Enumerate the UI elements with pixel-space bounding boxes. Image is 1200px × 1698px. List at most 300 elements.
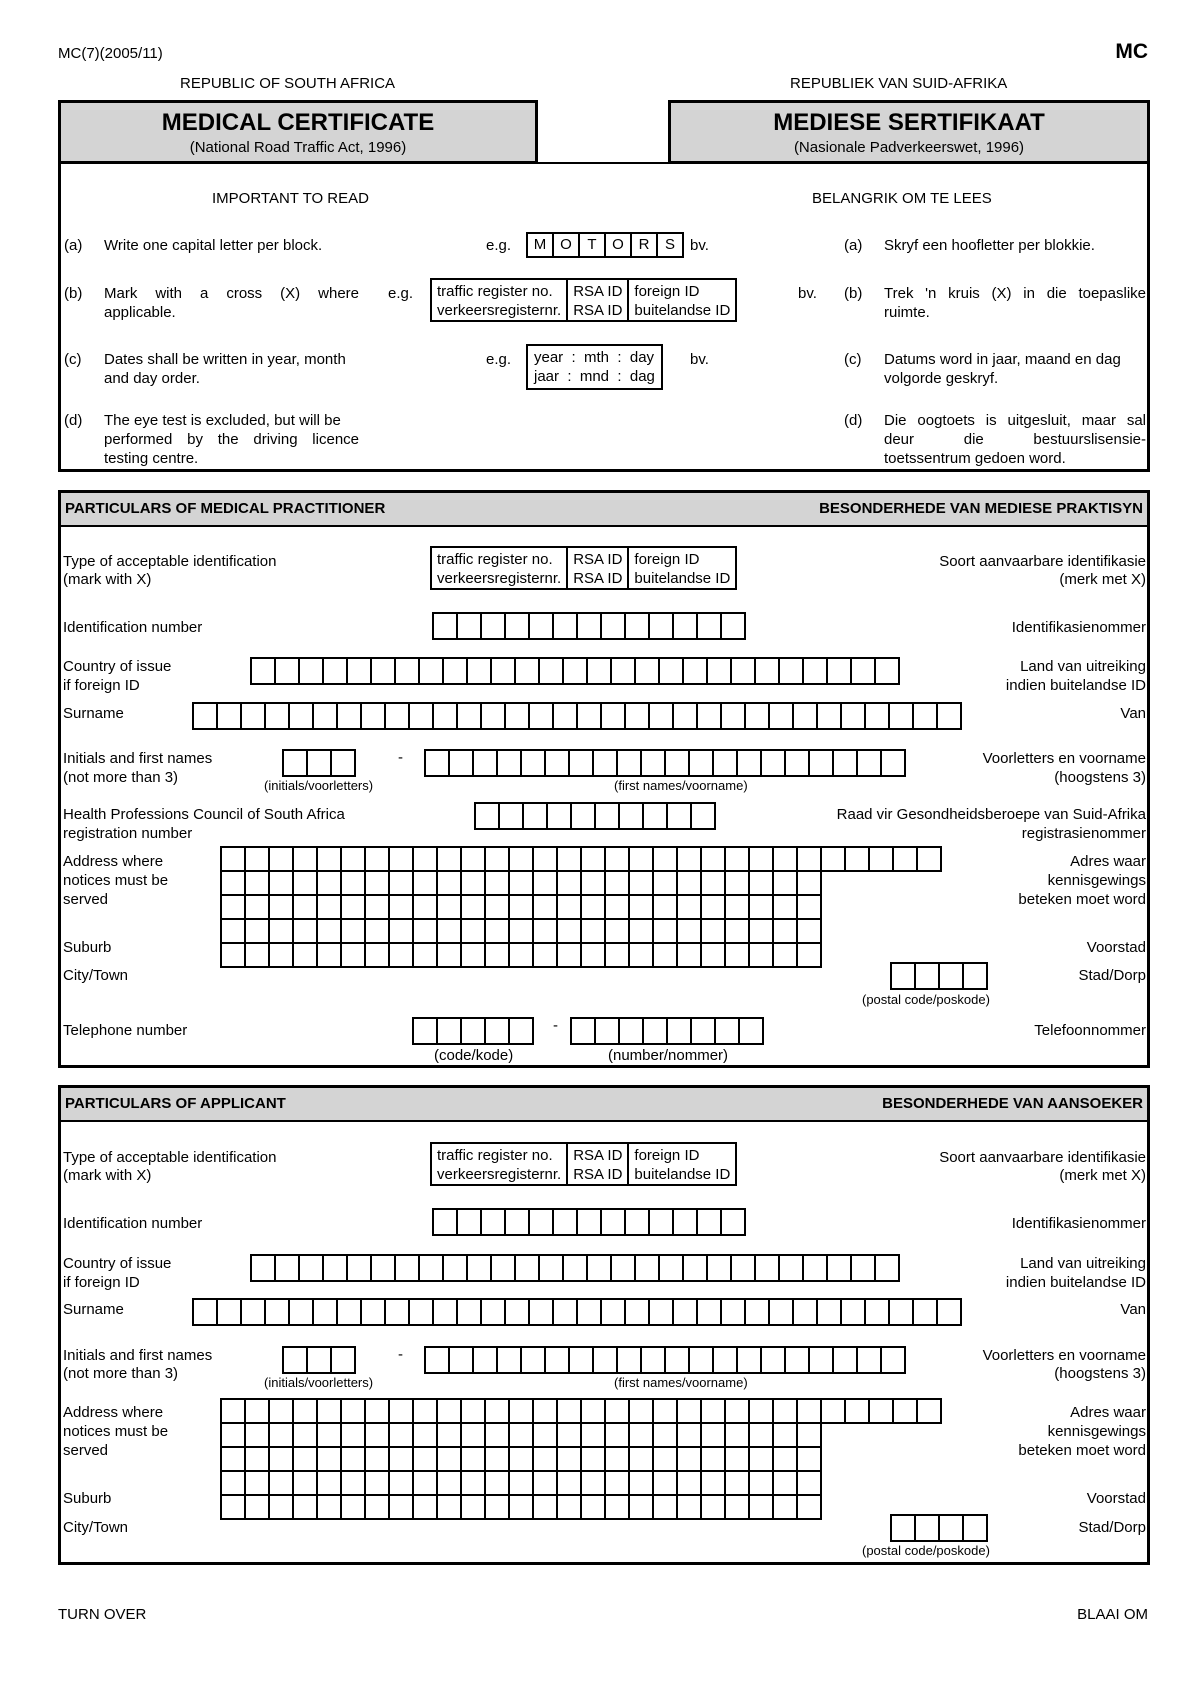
char-block[interactable]: [582, 848, 606, 872]
char-block[interactable]: [654, 1472, 678, 1496]
char-block[interactable]: [786, 751, 810, 775]
char-block[interactable]: [846, 848, 870, 872]
char-block[interactable]: [540, 659, 564, 683]
char-block[interactable]: [602, 614, 626, 638]
char-block[interactable]: [852, 1256, 876, 1280]
char-block[interactable]: [620, 804, 644, 828]
char-block[interactable]: [570, 1348, 594, 1372]
char-block[interactable]: [318, 1472, 342, 1496]
char-block[interactable]: [738, 1348, 762, 1372]
char-block[interactable]: [462, 1472, 486, 1496]
char-block[interactable]: [674, 614, 698, 638]
char-block[interactable]: [530, 1210, 554, 1234]
char-block[interactable]: [726, 1424, 750, 1448]
char-block[interactable]: [366, 944, 390, 968]
char-block[interactable]: [594, 1348, 618, 1372]
char-block[interactable]: [294, 848, 318, 872]
char-block[interactable]: [582, 1472, 606, 1496]
address-line[interactable]: [222, 1472, 942, 1496]
char-block[interactable]: [486, 848, 510, 872]
char-block[interactable]: [582, 1448, 606, 1472]
char-block[interactable]: [546, 1348, 570, 1372]
char-block[interactable]: [462, 1448, 486, 1472]
char-block[interactable]: [654, 944, 678, 968]
char-block[interactable]: [698, 614, 722, 638]
char-block[interactable]: [630, 848, 654, 872]
char-block[interactable]: [438, 896, 462, 920]
applicant-id-type-selector[interactable]: [430, 1142, 737, 1186]
char-block[interactable]: [530, 704, 554, 728]
char-block[interactable]: [510, 1424, 534, 1448]
char-block[interactable]: [882, 1348, 906, 1372]
char-block[interactable]: [468, 1256, 492, 1280]
char-block[interactable]: [390, 920, 414, 944]
char-block[interactable]: [666, 1348, 690, 1372]
char-block[interactable]: [684, 1256, 708, 1280]
char-block[interactable]: [642, 1348, 666, 1372]
char-block[interactable]: [342, 1448, 366, 1472]
char-block[interactable]: [786, 1348, 810, 1372]
char-block[interactable]: [458, 1300, 482, 1324]
char-block[interactable]: [726, 920, 750, 944]
char-block[interactable]: [644, 1019, 668, 1043]
char-block[interactable]: [774, 944, 798, 968]
char-block[interactable]: [606, 896, 630, 920]
char-block[interactable]: [332, 1348, 356, 1372]
char-block[interactable]: [474, 751, 498, 775]
char-block[interactable]: [462, 1400, 486, 1424]
char-block[interactable]: [246, 848, 270, 872]
char-block[interactable]: [804, 1256, 828, 1280]
char-block[interactable]: [362, 1300, 386, 1324]
char-block[interactable]: [434, 614, 458, 638]
char-block[interactable]: [690, 751, 714, 775]
char-block[interactable]: [726, 848, 750, 872]
char-block[interactable]: [870, 1400, 894, 1424]
char-block[interactable]: [834, 751, 858, 775]
char-block[interactable]: [626, 1300, 650, 1324]
char-block[interactable]: [500, 804, 524, 828]
char-block[interactable]: [300, 659, 324, 683]
char-block[interactable]: [410, 704, 434, 728]
char-block[interactable]: [756, 659, 780, 683]
char-block[interactable]: [342, 1424, 366, 1448]
applicant-first-names-input[interactable]: [424, 1346, 906, 1374]
char-block[interactable]: [366, 896, 390, 920]
char-block[interactable]: [702, 896, 726, 920]
char-block[interactable]: [486, 872, 510, 896]
char-block[interactable]: [678, 920, 702, 944]
char-block[interactable]: [294, 944, 318, 968]
char-block[interactable]: [522, 751, 546, 775]
char-block[interactable]: [618, 1348, 642, 1372]
char-block[interactable]: [684, 659, 708, 683]
char-block[interactable]: [940, 964, 964, 988]
char-block[interactable]: [294, 1424, 318, 1448]
char-block[interactable]: [726, 1472, 750, 1496]
char-block[interactable]: [266, 704, 290, 728]
char-block[interactable]: [636, 659, 660, 683]
id-type-rsa-option[interactable]: [568, 548, 629, 588]
char-block[interactable]: [534, 1448, 558, 1472]
char-block[interactable]: [668, 804, 692, 828]
address-line[interactable]: [222, 896, 942, 920]
char-block[interactable]: [414, 1019, 438, 1043]
char-block[interactable]: [498, 1348, 522, 1372]
char-block[interactable]: [726, 1496, 750, 1520]
char-block[interactable]: [284, 1348, 308, 1372]
char-block[interactable]: [750, 1400, 774, 1424]
char-block[interactable]: [554, 1210, 578, 1234]
char-block[interactable]: [626, 704, 650, 728]
char-block[interactable]: [774, 848, 798, 872]
char-block[interactable]: [606, 1400, 630, 1424]
char-block[interactable]: [458, 614, 482, 638]
char-block[interactable]: [222, 872, 246, 896]
char-block[interactable]: [654, 872, 678, 896]
char-block[interactable]: [620, 1019, 644, 1043]
char-block[interactable]: [666, 751, 690, 775]
char-block[interactable]: [702, 1496, 726, 1520]
char-block[interactable]: [474, 1348, 498, 1372]
char-block[interactable]: [606, 1424, 630, 1448]
char-block[interactable]: [308, 1348, 332, 1372]
char-block[interactable]: [846, 1400, 870, 1424]
char-block[interactable]: [386, 704, 410, 728]
char-block[interactable]: [438, 872, 462, 896]
char-block[interactable]: [342, 1496, 366, 1520]
char-block[interactable]: [582, 920, 606, 944]
char-block[interactable]: [246, 1472, 270, 1496]
char-block[interactable]: [534, 1424, 558, 1448]
char-block[interactable]: [750, 920, 774, 944]
char-block[interactable]: [516, 659, 540, 683]
char-block[interactable]: [458, 1210, 482, 1234]
char-block[interactable]: [222, 1472, 246, 1496]
char-block[interactable]: [798, 944, 822, 968]
char-block[interactable]: [582, 872, 606, 896]
practitioner-postal-code-input[interactable]: [890, 962, 988, 990]
char-block[interactable]: [438, 1496, 462, 1520]
char-block[interactable]: [588, 1256, 612, 1280]
char-block[interactable]: [242, 1300, 266, 1324]
char-block[interactable]: [606, 1472, 630, 1496]
char-block[interactable]: [798, 1424, 822, 1448]
char-block[interactable]: [414, 1400, 438, 1424]
char-block[interactable]: [678, 1448, 702, 1472]
char-block[interactable]: [324, 1256, 348, 1280]
char-block[interactable]: [510, 1448, 534, 1472]
char-block[interactable]: [444, 1256, 468, 1280]
char-block[interactable]: [890, 704, 914, 728]
char-block[interactable]: [738, 751, 762, 775]
char-block[interactable]: [774, 1496, 798, 1520]
char-block[interactable]: [486, 1448, 510, 1472]
char-block[interactable]: [438, 1472, 462, 1496]
char-block[interactable]: [222, 920, 246, 944]
address-line[interactable]: [222, 848, 942, 872]
char-block[interactable]: [218, 704, 242, 728]
char-block[interactable]: [362, 704, 386, 728]
char-block[interactable]: [486, 896, 510, 920]
char-block[interactable]: [726, 872, 750, 896]
char-block[interactable]: [222, 1448, 246, 1472]
char-block[interactable]: [722, 704, 746, 728]
id-type-foreign-option[interactable]: [629, 548, 735, 588]
char-block[interactable]: [770, 704, 794, 728]
char-block[interactable]: [858, 751, 882, 775]
char-block[interactable]: [678, 1496, 702, 1520]
char-block[interactable]: [390, 1400, 414, 1424]
char-block[interactable]: [348, 659, 372, 683]
address-line[interactable]: [222, 1400, 942, 1424]
char-block[interactable]: [698, 1300, 722, 1324]
char-block[interactable]: [390, 1472, 414, 1496]
char-block[interactable]: [414, 896, 438, 920]
char-block[interactable]: [866, 1300, 890, 1324]
char-block[interactable]: [630, 872, 654, 896]
char-block[interactable]: [524, 804, 548, 828]
char-block[interactable]: [794, 1300, 818, 1324]
char-block[interactable]: [774, 872, 798, 896]
phone-code-input[interactable]: [412, 1017, 534, 1045]
char-block[interactable]: [450, 1348, 474, 1372]
char-block[interactable]: [270, 944, 294, 968]
char-block[interactable]: [834, 1348, 858, 1372]
char-block[interactable]: [510, 872, 534, 896]
char-block[interactable]: [270, 1472, 294, 1496]
char-block[interactable]: [222, 1496, 246, 1520]
char-block[interactable]: [630, 896, 654, 920]
char-block[interactable]: [438, 848, 462, 872]
char-block[interactable]: [606, 920, 630, 944]
char-block[interactable]: [572, 804, 596, 828]
char-block[interactable]: [558, 896, 582, 920]
char-block[interactable]: [654, 1448, 678, 1472]
char-block[interactable]: [242, 704, 266, 728]
char-block[interactable]: [194, 1300, 218, 1324]
char-block[interactable]: [290, 1300, 314, 1324]
char-block[interactable]: [654, 1496, 678, 1520]
char-block[interactable]: [606, 872, 630, 896]
char-block[interactable]: [630, 920, 654, 944]
char-block[interactable]: [612, 659, 636, 683]
char-block[interactable]: [246, 1424, 270, 1448]
char-block[interactable]: [594, 751, 618, 775]
char-block[interactable]: [486, 1424, 510, 1448]
char-block[interactable]: [692, 804, 716, 828]
char-block[interactable]: [516, 1256, 540, 1280]
char-block[interactable]: [462, 1424, 486, 1448]
char-block[interactable]: [222, 896, 246, 920]
char-block[interactable]: [660, 1256, 684, 1280]
char-block[interactable]: [386, 1300, 410, 1324]
char-block[interactable]: [714, 751, 738, 775]
char-block[interactable]: [396, 659, 420, 683]
applicant-id-number-input[interactable]: [432, 1208, 746, 1236]
char-block[interactable]: [246, 1496, 270, 1520]
char-block[interactable]: [482, 1210, 506, 1234]
char-block[interactable]: [414, 1424, 438, 1448]
char-block[interactable]: [564, 659, 588, 683]
char-block[interactable]: [674, 704, 698, 728]
char-block[interactable]: [894, 1400, 918, 1424]
char-block[interactable]: [222, 1424, 246, 1448]
char-block[interactable]: [434, 704, 458, 728]
char-block[interactable]: [750, 944, 774, 968]
char-block[interactable]: [534, 1472, 558, 1496]
char-block[interactable]: [606, 944, 630, 968]
address-line[interactable]: [222, 944, 942, 968]
char-block[interactable]: [434, 1210, 458, 1234]
char-block[interactable]: [866, 704, 890, 728]
char-block[interactable]: [890, 1300, 914, 1324]
char-block[interactable]: [630, 1424, 654, 1448]
char-block[interactable]: [654, 1400, 678, 1424]
char-block[interactable]: [852, 659, 876, 683]
char-block[interactable]: [534, 872, 558, 896]
char-block[interactable]: [636, 1256, 660, 1280]
char-block[interactable]: [462, 872, 486, 896]
char-block[interactable]: [390, 1448, 414, 1472]
char-block[interactable]: [702, 872, 726, 896]
char-block[interactable]: [746, 1300, 770, 1324]
char-block[interactable]: [246, 920, 270, 944]
char-block[interactable]: [476, 804, 500, 828]
char-block[interactable]: [674, 1300, 698, 1324]
char-block[interactable]: [252, 1256, 276, 1280]
char-block[interactable]: [582, 1424, 606, 1448]
char-block[interactable]: [726, 1448, 750, 1472]
char-block[interactable]: [338, 704, 362, 728]
char-block[interactable]: [276, 659, 300, 683]
char-block[interactable]: [626, 614, 650, 638]
char-block[interactable]: [482, 704, 506, 728]
char-block[interactable]: [270, 920, 294, 944]
char-block[interactable]: [510, 1472, 534, 1496]
id-type-rsa-option[interactable]: [568, 1144, 629, 1184]
char-block[interactable]: [770, 1300, 794, 1324]
char-block[interactable]: [702, 1424, 726, 1448]
char-block[interactable]: [690, 1348, 714, 1372]
char-block[interactable]: [876, 1256, 900, 1280]
char-block[interactable]: [414, 1496, 438, 1520]
char-block[interactable]: [510, 848, 534, 872]
char-block[interactable]: [630, 1448, 654, 1472]
char-block[interactable]: [194, 704, 218, 728]
char-block[interactable]: [626, 1210, 650, 1234]
char-block[interactable]: [798, 1400, 822, 1424]
char-block[interactable]: [774, 1400, 798, 1424]
char-block[interactable]: [308, 751, 332, 775]
char-block[interactable]: [650, 1300, 674, 1324]
char-block[interactable]: [458, 704, 482, 728]
char-block[interactable]: [246, 896, 270, 920]
char-block[interactable]: [732, 1256, 756, 1280]
char-block[interactable]: [486, 1472, 510, 1496]
char-block[interactable]: [582, 1496, 606, 1520]
char-block[interactable]: [434, 1300, 458, 1324]
char-block[interactable]: [654, 1424, 678, 1448]
practitioner-address-input[interactable]: [220, 846, 942, 968]
char-block[interactable]: [938, 1300, 962, 1324]
char-block[interactable]: [468, 659, 492, 683]
char-block[interactable]: [222, 1400, 246, 1424]
char-block[interactable]: [750, 1496, 774, 1520]
char-block[interactable]: [332, 751, 356, 775]
char-block[interactable]: [678, 872, 702, 896]
char-block[interactable]: [558, 872, 582, 896]
char-block[interactable]: [726, 896, 750, 920]
char-block[interactable]: [218, 1300, 242, 1324]
char-block[interactable]: [732, 659, 756, 683]
char-block[interactable]: [294, 1496, 318, 1520]
char-block[interactable]: [708, 659, 732, 683]
char-block[interactable]: [510, 1496, 534, 1520]
char-block[interactable]: [572, 1019, 596, 1043]
char-block[interactable]: [540, 1256, 564, 1280]
char-block[interactable]: [486, 920, 510, 944]
char-block[interactable]: [798, 896, 822, 920]
char-block[interactable]: [462, 1496, 486, 1520]
char-block[interactable]: [892, 964, 916, 988]
char-block[interactable]: [486, 944, 510, 968]
char-block[interactable]: [438, 1448, 462, 1472]
char-block[interactable]: [510, 896, 534, 920]
char-block[interactable]: [294, 1472, 318, 1496]
char-block[interactable]: [558, 1448, 582, 1472]
char-block[interactable]: [510, 1400, 534, 1424]
char-block[interactable]: [318, 1496, 342, 1520]
char-block[interactable]: [506, 1300, 530, 1324]
char-block[interactable]: [654, 848, 678, 872]
char-block[interactable]: [654, 896, 678, 920]
char-block[interactable]: [366, 1472, 390, 1496]
char-block[interactable]: [314, 1300, 338, 1324]
char-block[interactable]: [246, 944, 270, 968]
char-block[interactable]: [266, 1300, 290, 1324]
char-block[interactable]: [530, 1300, 554, 1324]
practitioner-initials-input[interactable]: [282, 749, 356, 777]
char-block[interactable]: [554, 1300, 578, 1324]
char-block[interactable]: [506, 614, 530, 638]
char-block[interactable]: [510, 1019, 534, 1043]
char-block[interactable]: [506, 1210, 530, 1234]
char-block[interactable]: [318, 848, 342, 872]
char-block[interactable]: [798, 920, 822, 944]
char-block[interactable]: [722, 614, 746, 638]
char-block[interactable]: [914, 704, 938, 728]
char-block[interactable]: [314, 704, 338, 728]
applicant-postal-code-input[interactable]: [890, 1514, 988, 1542]
practitioner-country-input[interactable]: [250, 657, 900, 685]
char-block[interactable]: [602, 1300, 626, 1324]
char-block[interactable]: [462, 1019, 486, 1043]
char-block[interactable]: [798, 848, 822, 872]
char-block[interactable]: [678, 896, 702, 920]
char-block[interactable]: [414, 1472, 438, 1496]
char-block[interactable]: [702, 944, 726, 968]
char-block[interactable]: [492, 659, 516, 683]
char-block[interactable]: [558, 920, 582, 944]
char-block[interactable]: [246, 1400, 270, 1424]
applicant-country-input[interactable]: [250, 1254, 900, 1282]
char-block[interactable]: [828, 1256, 852, 1280]
char-block[interactable]: [842, 1300, 866, 1324]
char-block[interactable]: [774, 1472, 798, 1496]
applicant-initials-input[interactable]: [282, 1346, 356, 1374]
char-block[interactable]: [940, 1516, 964, 1540]
